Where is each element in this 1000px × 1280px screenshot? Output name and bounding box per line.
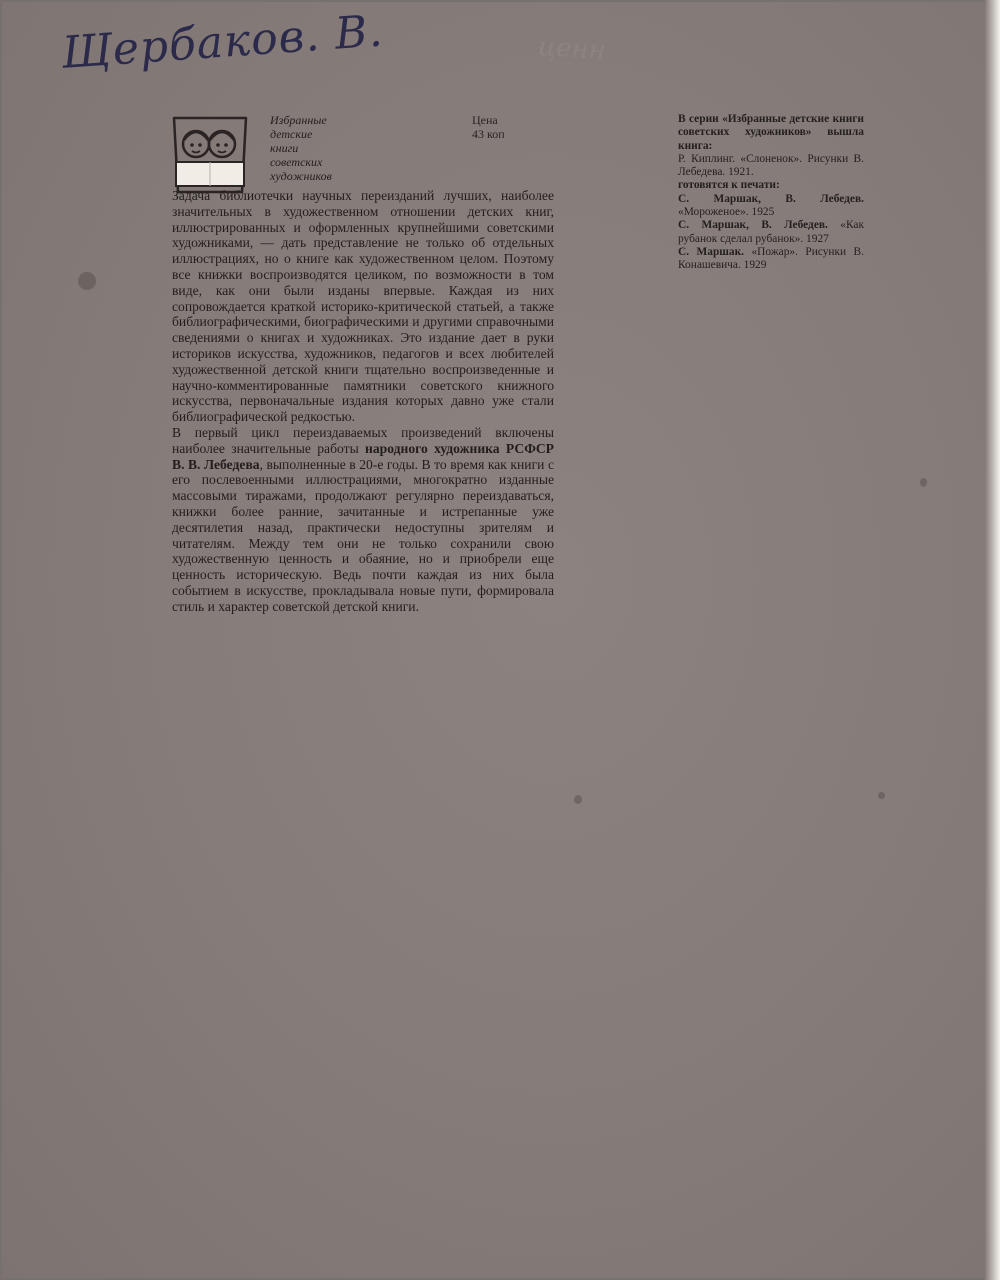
stain-spot [78, 272, 96, 290]
paragraph-1: Задача библиотечки научных переизданий лучших, наиболее значительных в художественном отношении детских книг, иллюстрированных и оформленных крупнейшими советскими художниками, — дать представление не только об отдельных иллюстрациях, но о книге как художественном целом. Поэтому все книжки воспроизводятся целиком, по возможности в том виде, как они были изданы впервые. Каждая из них сопровождается краткой историко-критической статьей, а также библиографическими, биографическими и другими справочными сведениями о книгах и художниках. Это издание дает в руки историков искусства, художников, педагогов и всех любителей художественной детской книги тщательно воспроизведенные и научно-комментированные памятники советского книжного искусства, первоначальные издания которых давно уже стали библиографической редкостью. [172, 188, 554, 425]
book-title: «Мороженое». 1925 [678, 206, 775, 219]
upcoming-book [678, 219, 864, 246]
book-title: «Пожар». Рисунки В. Конашевича. 1929 [678, 245, 864, 272]
paragraph-2-bold: народного художника РСФСР В. В. Лебедева [172, 440, 554, 472]
stain-spot [574, 795, 582, 804]
book-author: С. Маршак, В. Лебедев. [678, 192, 864, 205]
paragraph-2 [172, 425, 554, 615]
price-label: Цена [472, 113, 498, 127]
series-title-line: детские [270, 127, 313, 141]
book-title: «Как рубанок сделал рубанок». 1927 [678, 219, 864, 245]
handwritten-signature: Щербаков. В. [60, 5, 385, 79]
series-title-line: книги [270, 141, 299, 155]
series-title-line: Избранные [270, 113, 327, 127]
series-book-list [678, 113, 864, 273]
stain-spot [878, 792, 885, 799]
published-book: Р. Киплинг. «Слоненок». Рисунки В. Лебедева. 1921. [678, 152, 864, 179]
faint-pencil-mark: ценн [537, 31, 607, 67]
series-title [270, 113, 420, 183]
price-value: 43 коп [472, 127, 505, 141]
series-title-line: художников [270, 169, 332, 183]
stain-spot [920, 478, 927, 487]
upcoming-label: готовятся к печати: [678, 179, 780, 192]
paragraph-2-start: В первый цикл переиздаваемых произведений включены наиболее значительные работы [172, 424, 554, 456]
book-author: С. Маршак. [678, 245, 745, 258]
paragraph-2-end: , выполненные в 20-е годы. В то время как книги с его послевоенными иллюстрациями, многократно изданные массовыми тиражами, продолжают регулярно переиздаваться, книжки более ранние, зачитанные и истрепанные уже десятилетия назад, практически недоступны зрителям и читателям. Между тем они не только сохранили свою художественную ценность и обаяние, но и приобрели еще ценность историческую. Ведь почти каждая из них была событием в искусстве, прокладывала новые пути, формировала стиль и характер советской детской книги. [172, 456, 554, 614]
series-title-line: советских [270, 155, 323, 169]
book-author: С. Маршак, В. Лебедев. [678, 219, 828, 232]
series-intro: В серии «Избранные детские книги советских художников» вышла книга: [678, 113, 864, 152]
description-text [172, 188, 554, 615]
upcoming-book [678, 193, 864, 220]
series-logo-icon [168, 114, 252, 196]
price-block [472, 113, 505, 141]
upcoming-book [678, 246, 864, 273]
